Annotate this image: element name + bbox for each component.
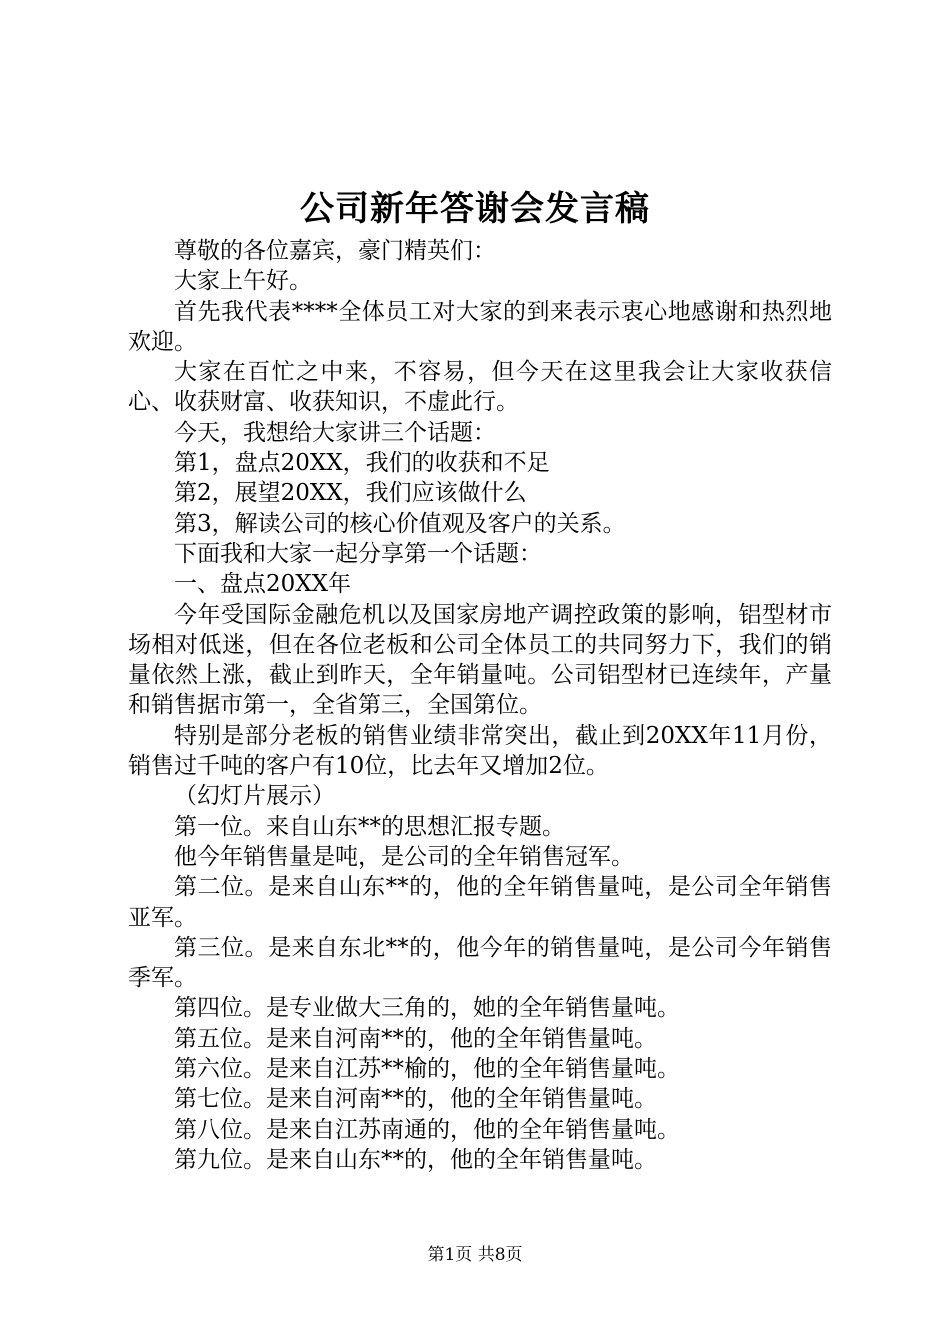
document-body [128, 236, 832, 1175]
paragraph: 第五位。是来自河南**的，他的全年销售量吨。 [174, 1025, 657, 1052]
paragraph: 第1，盘点20XX，我们的收获和不足 [174, 450, 550, 477]
paragraph: 第二位。是来自山东**的，他的全年销售量吨，是公司全年销售亚军。 [128, 874, 832, 931]
paragraph: （幻灯片展示） [174, 783, 335, 810]
paragraph: 第九位。是来自山东**的，他的全年销售量吨。 [174, 1146, 657, 1173]
paragraph: 尊敬的各位嘉宾，豪门精英们： [174, 238, 496, 264]
paragraph: 大家上午好。 [174, 268, 312, 295]
paragraph: 第六位。是来自江苏**榆的，他的全年销售量吨。 [174, 1056, 680, 1083]
section-heading: 一、盘点20XX年 [174, 571, 352, 598]
paragraph: 特别是部分老板的销售业绩非常突出，截止到20XX年11月份，销售过千吨的客户有10位，比去年又增加2位。 [128, 722, 832, 780]
paragraph: 首先我代表****全体员工对大家的到来表示衷心地感谢和热烈地欢迎。 [128, 298, 832, 355]
paragraph: 今年受国际金融危机以及国家房地产调控政策的影响，铝型材市场相对低迷，但在各位老板和公司全体员工的共同努力下，我们的销量依然上涨，截止到昨天，全年销量吨。公司铝型材已连续年，产量和销售据市第一，全省第三，全国第位。 [128, 601, 832, 719]
paragraph: 第七位。是来自河南**的，他的全年销售量吨。 [174, 1086, 657, 1113]
paragraph: 第3，解读公司的核心价值观及客户的关系。 [174, 510, 626, 537]
document-title: 公司新年答谢会发言稿 [300, 189, 650, 229]
paragraph: 第八位。是来自江苏南通的，他的全年销售量吨。 [174, 1116, 680, 1143]
paragraph: 第四位。是专业做大三角的，她的全年销售量吨。 [174, 995, 680, 1022]
page-footer: 第1页 共8页 [427, 1245, 523, 1265]
paragraph: 第一位。来自山东**的思想汇报专题。 [174, 813, 565, 840]
paragraph: 今天，我想给大家讲三个话题： [174, 419, 496, 446]
paragraph: 第2，展望20XX，我们应该做什么 [174, 480, 527, 507]
paragraph: 大家在百忙之中来，不容易，但今天在这里我会让大家收获信心、收获财富、收获知识，不虚此行。 [128, 359, 832, 416]
paragraph: 他今年销售量是吨，是公司的全年销售冠军。 [174, 843, 634, 870]
paragraph: 下面我和大家一起分享第一个话题： [174, 540, 542, 567]
paragraph: 第三位。是来自东北**的，他今年的销售量吨，是公司今年销售季军。 [128, 934, 832, 992]
